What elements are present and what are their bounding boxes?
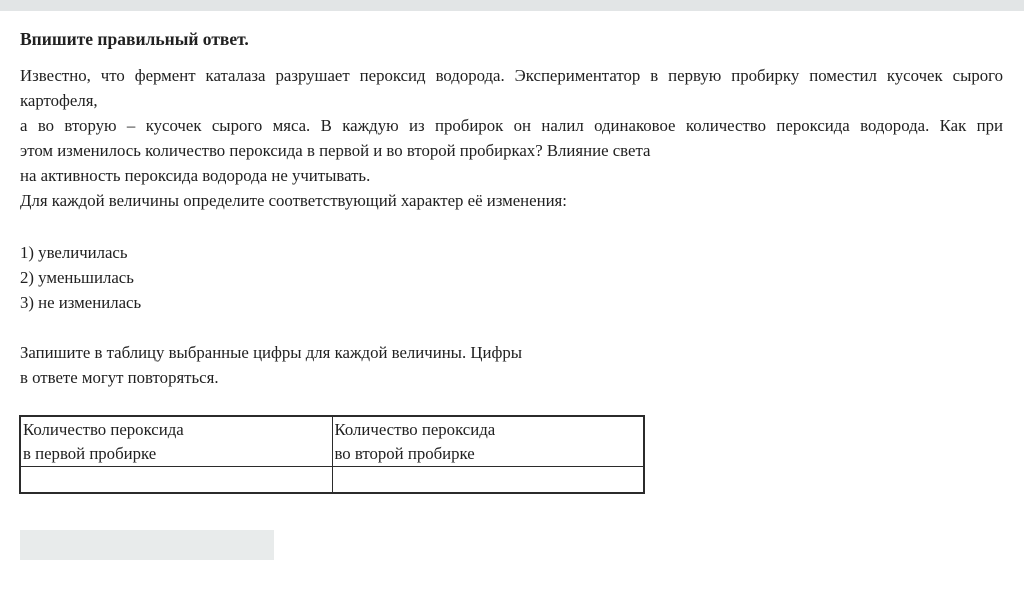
header-col1-line1: Количество пероксида	[23, 420, 184, 439]
question-prompt: Впишите правильный ответ.	[20, 29, 249, 49]
top-bar	[0, 0, 1024, 11]
header-col1-line2: в первой пробирке	[23, 444, 157, 463]
instruction-line: Запишите в таблицу выбранные цифры для каждой величины. Цифры	[20, 343, 522, 362]
answer-input[interactable]	[20, 530, 274, 560]
answer-cell-col2	[332, 467, 644, 493]
question-text	[20, 63, 1003, 213]
option-3: 3) не изменилась	[20, 293, 142, 312]
answer-options-list	[20, 240, 1003, 315]
answer-table	[19, 415, 645, 494]
question-text-line: картофеля,	[20, 91, 98, 110]
table-instruction	[20, 340, 1003, 390]
question-text-line: этом изменилось количество пероксида в первой и во второй пробирках? Влияние света	[20, 141, 651, 160]
question-text-line: а во вторую – кусочек сырого мяса. В каждую из пробирок он налил одинаковое количество пероксида водорода. Как при	[20, 116, 1003, 135]
question-text-line: Для каждой величины определите соответствующий характер её изменения:	[20, 191, 567, 210]
header-col2-line1: Количество пероксида	[334, 420, 496, 439]
instruction-line: в ответе могут повторяться.	[20, 368, 219, 387]
answer-table-header-col2	[332, 416, 644, 467]
question-page	[0, 27, 1024, 560]
answer-table-header-col1	[20, 416, 332, 467]
header-col2-line2: во второй пробирке	[334, 444, 475, 463]
question-text-line: Известно, что фермент каталаза разрушает пероксид водорода. Экспериментатор в первую пробирку поместил кусочек сырого	[20, 66, 1003, 85]
option-1: 1) увеличилась	[20, 243, 128, 262]
answer-cell-col1	[20, 467, 332, 493]
answer-table-value-row	[20, 467, 644, 493]
question-text-line: на активность пероксида водорода не учитывать.	[20, 166, 371, 185]
option-2: 2) уменьшилась	[20, 268, 134, 287]
answer-table-header-row	[20, 416, 644, 467]
